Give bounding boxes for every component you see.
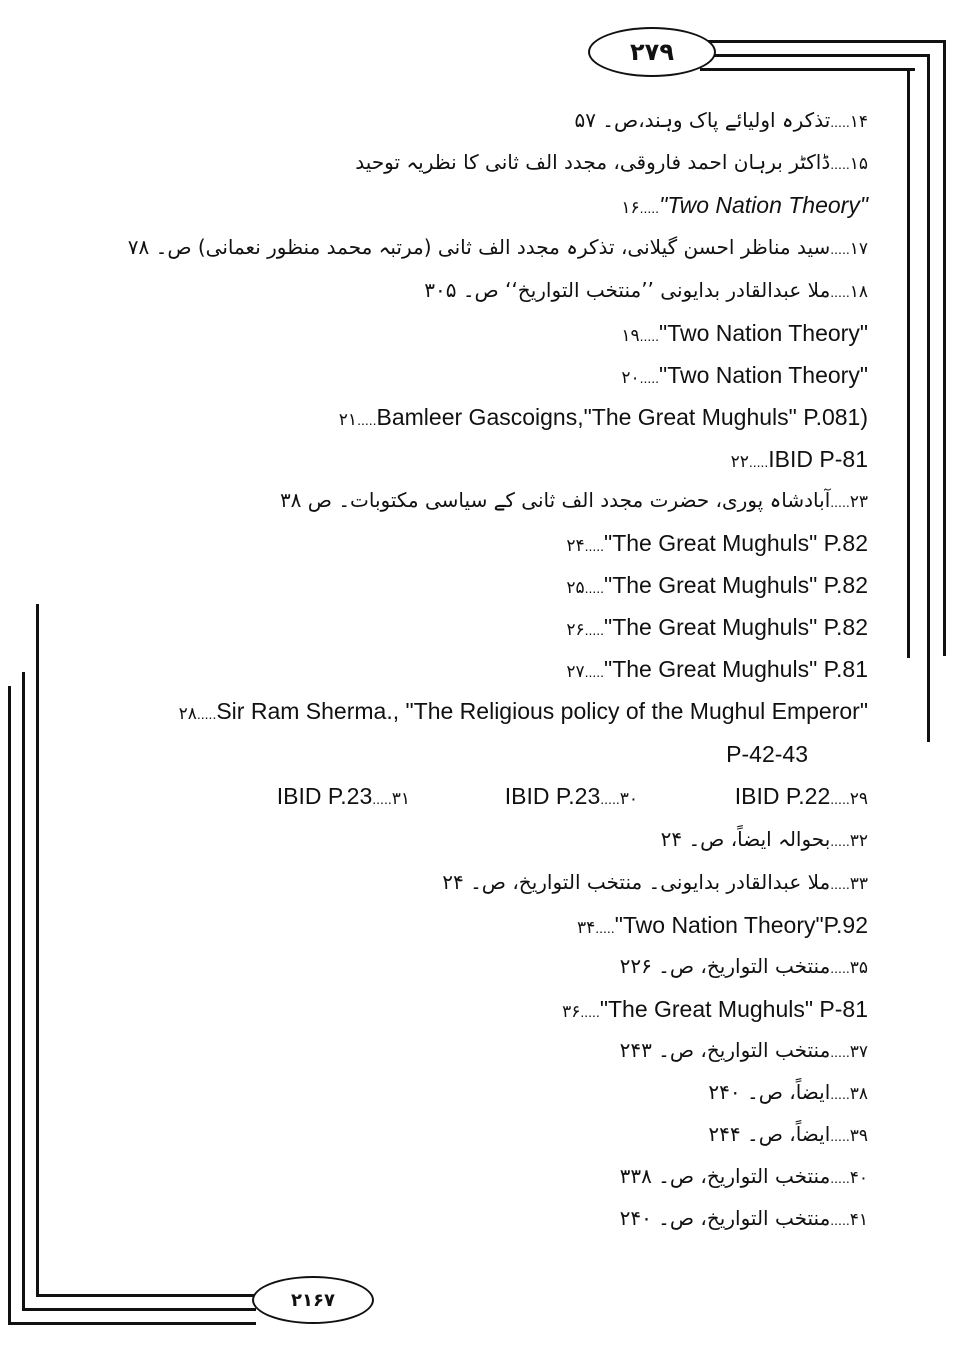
footnote — [621, 320, 868, 347]
footer-page-number — [252, 1276, 374, 1324]
footnote-text: "Two Nation Theory"P.92 — [614, 912, 868, 938]
footnote-separator: ..... — [584, 538, 605, 554]
footnote-separator: ..... — [830, 1044, 850, 1060]
frame-line — [8, 1322, 256, 1325]
footnote — [424, 278, 868, 302]
footnote — [620, 1038, 868, 1062]
frame-line — [36, 604, 39, 1296]
footnote-separator: ..... — [830, 876, 850, 892]
footnote-text: منتخب التواریخ، ص۔ ۳۳۸ — [619, 1164, 831, 1188]
frame-line — [8, 686, 11, 1324]
footnote-number: ۱۵ — [849, 154, 868, 174]
footnote-text: منتخب التواریخ، ص۔ ۲۲۶ — [619, 954, 831, 978]
footnote — [708, 1122, 868, 1146]
footnote-text: Bamleer Gascoigns,"The Great Mughuls" P.081) — [376, 404, 868, 430]
footnote-number: ۳۳ — [849, 874, 868, 894]
footnote-text: منتخب التواریخ، ص۔ ۲۴۰ — [619, 1206, 831, 1230]
footnote-separator: ..... — [830, 960, 850, 976]
footnote-number: ۲۱ — [338, 410, 358, 430]
footnote — [128, 235, 868, 259]
footnote-ibid — [735, 783, 868, 810]
frame-line — [700, 54, 930, 57]
footnote-text: IBID P.23 — [276, 783, 373, 809]
footnote-text: IBID P-81 — [768, 446, 868, 472]
footnote-number: ۳۵ — [849, 958, 868, 978]
footnote-number: ۳۴ — [576, 918, 596, 938]
footnote — [708, 1080, 868, 1104]
footnote-number: ۱۸ — [849, 282, 868, 302]
footnote-number: ۱۶ — [621, 198, 640, 218]
footnote — [620, 1164, 868, 1188]
header-page-number — [588, 27, 716, 77]
footnote — [562, 996, 868, 1023]
footnote — [661, 827, 868, 851]
frame-line — [700, 68, 915, 71]
footnote — [621, 362, 868, 389]
footnote-number: ۳۰ — [619, 789, 638, 809]
footnote-text: ملا عبدالقادر بدایونی ’’منتخب التواریخ‘‘ ص۔ ۳۰۵ — [424, 278, 831, 302]
frame-line — [907, 68, 910, 658]
footnote-text: بحوالہ ایضاً، ص۔ ۲۴ — [660, 827, 831, 851]
header-page-number-text: ۲۷۹ — [630, 38, 674, 66]
frame-line — [22, 1308, 256, 1311]
footnote-number: ۲۶ — [566, 620, 585, 640]
footnote — [620, 954, 868, 978]
footnote-separator: ..... — [830, 494, 850, 510]
footnote — [621, 192, 868, 219]
footnote-separator: ..... — [639, 370, 660, 386]
footnote-number: ۳۶ — [562, 1002, 581, 1022]
footnote-text: "Two Nation Theory" — [659, 192, 868, 218]
footnote-separator: ..... — [830, 1128, 850, 1144]
footnote-separator: ..... — [580, 1004, 600, 1020]
footnote-separator: ..... — [830, 284, 850, 300]
frame-line — [700, 40, 945, 43]
footnote-separator: ..... — [830, 1086, 850, 1102]
footnote-separator: ..... — [830, 833, 850, 849]
footnote-ibid — [505, 783, 638, 810]
footnote-separator: ..... — [748, 454, 769, 470]
footnote-separator: ..... — [595, 920, 615, 936]
footnote-number: ۲۴ — [566, 536, 585, 556]
footnote-number: ۲۹ — [849, 789, 868, 809]
footnote-separator: ..... — [584, 622, 605, 638]
footnote-text: "The Great Mughuls" P.82 — [604, 572, 868, 598]
footnote-number: ۲۳ — [849, 492, 868, 512]
footnote — [620, 1206, 868, 1230]
footnote-text: "The Great Mughuls" P-81 — [599, 996, 868, 1022]
footnote — [574, 108, 868, 132]
footnote-number: ۳۸ — [849, 1084, 868, 1104]
footnote-number: ۳۲ — [849, 831, 868, 851]
footnote-text: "The Great Mughuls" P.82 — [604, 614, 868, 640]
footnote — [442, 870, 868, 894]
footnote-separator: ..... — [600, 791, 620, 807]
footnote-separator: ..... — [639, 200, 660, 216]
footnote — [726, 741, 808, 768]
footnote — [566, 614, 868, 641]
footnote — [577, 912, 868, 939]
footnote-text: "The Great Mughuls" P.82 — [604, 530, 868, 556]
footnote-ibid — [277, 783, 410, 810]
footnote-separator: ..... — [830, 156, 850, 172]
footnote-text: ایضاً، ص۔ ۲۴۰ — [708, 1080, 831, 1104]
footnote-separator: ..... — [357, 412, 377, 428]
footnote-number: ۲۲ — [730, 452, 749, 472]
footnote-text: P-42-43 — [726, 741, 808, 767]
footnote-number: ۲۵ — [566, 578, 585, 598]
footnote — [179, 698, 868, 725]
footnote-number: ۲۰ — [621, 368, 640, 388]
footnote — [566, 656, 868, 683]
footnote-text: ملا عبدالقادر بدایونی۔ منتخب التواریخ، ص۔ ۲۴ — [442, 870, 831, 894]
footnote-number: ۴۰ — [849, 1168, 868, 1188]
frame-line — [943, 40, 946, 656]
footnote-text: Sir Ram Sherma., "The Religious policy of the Mughul Emperor" — [216, 698, 868, 724]
footnote-text: ایضاً، ص۔ ۲۴۴ — [708, 1122, 831, 1146]
footnote-number: ۲۷ — [566, 662, 585, 682]
frame-line — [22, 672, 25, 1310]
footnote — [566, 572, 868, 599]
footnote-text: IBID P.22 — [734, 783, 831, 809]
footnote-separator: ..... — [830, 791, 850, 807]
footnote-separator: ..... — [830, 114, 850, 130]
footnote-text: "The Great Mughuls" P.81 — [604, 656, 868, 682]
footnote — [280, 488, 868, 512]
footnote-separator: ..... — [372, 791, 392, 807]
footnote-text: آبادشاہ پوری، حضرت مجدد الف ثانی کے سیاسی مکتوبات۔ ص ۳۸ — [279, 488, 831, 512]
frame-line — [927, 54, 930, 742]
footnote-separator: ..... — [196, 706, 217, 722]
footnote-text: ڈاکٹر برہان احمد فاروقی، مجدد الف ثانی کا نظریہ توحید — [355, 150, 831, 174]
footnote-text: منتخب التواریخ، ص۔ ۲۴۳ — [619, 1038, 831, 1062]
footnote-text: سید مناظر احسن گیلانی، تذکرہ مجدد الف ثانی (مرتبہ محمد منظور نعمانی) ص۔ ۷۸ — [127, 235, 831, 259]
footnote-text: "Two Nation Theory" — [659, 320, 868, 346]
footnote — [566, 530, 868, 557]
footnote-separator: ..... — [584, 664, 605, 680]
footer-page-number-text: ۲۱۶۷ — [291, 1289, 335, 1311]
frame-line — [36, 1294, 256, 1297]
footnote-number: ۳۹ — [849, 1126, 868, 1146]
footnote-number: ۱۹ — [621, 326, 640, 346]
footnote-separator: ..... — [830, 1170, 850, 1186]
footnote-number: ۱۷ — [849, 239, 868, 259]
footnote — [731, 446, 868, 473]
footnote-separator: ..... — [584, 580, 605, 596]
footnote-number: ۳۱ — [391, 789, 410, 809]
footnote — [355, 150, 868, 174]
footnote-separator: ..... — [830, 241, 850, 257]
footnote-text: IBID P.23 — [504, 783, 601, 809]
footnote-text: تذکرہ اولیائے پاک وہند،ص۔ ۵۷ — [574, 108, 831, 132]
footnote — [339, 404, 868, 431]
footnote-separator: ..... — [830, 1212, 850, 1228]
footnote-number: ۱۴ — [849, 112, 868, 132]
footnote-number: ۴۱ — [849, 1210, 868, 1230]
footnote-separator: ..... — [639, 328, 660, 344]
footnote-number: ۳۷ — [849, 1042, 868, 1062]
footnote-text: "Two Nation Theory" — [659, 362, 868, 388]
footnote-number: ۲۸ — [178, 704, 197, 724]
